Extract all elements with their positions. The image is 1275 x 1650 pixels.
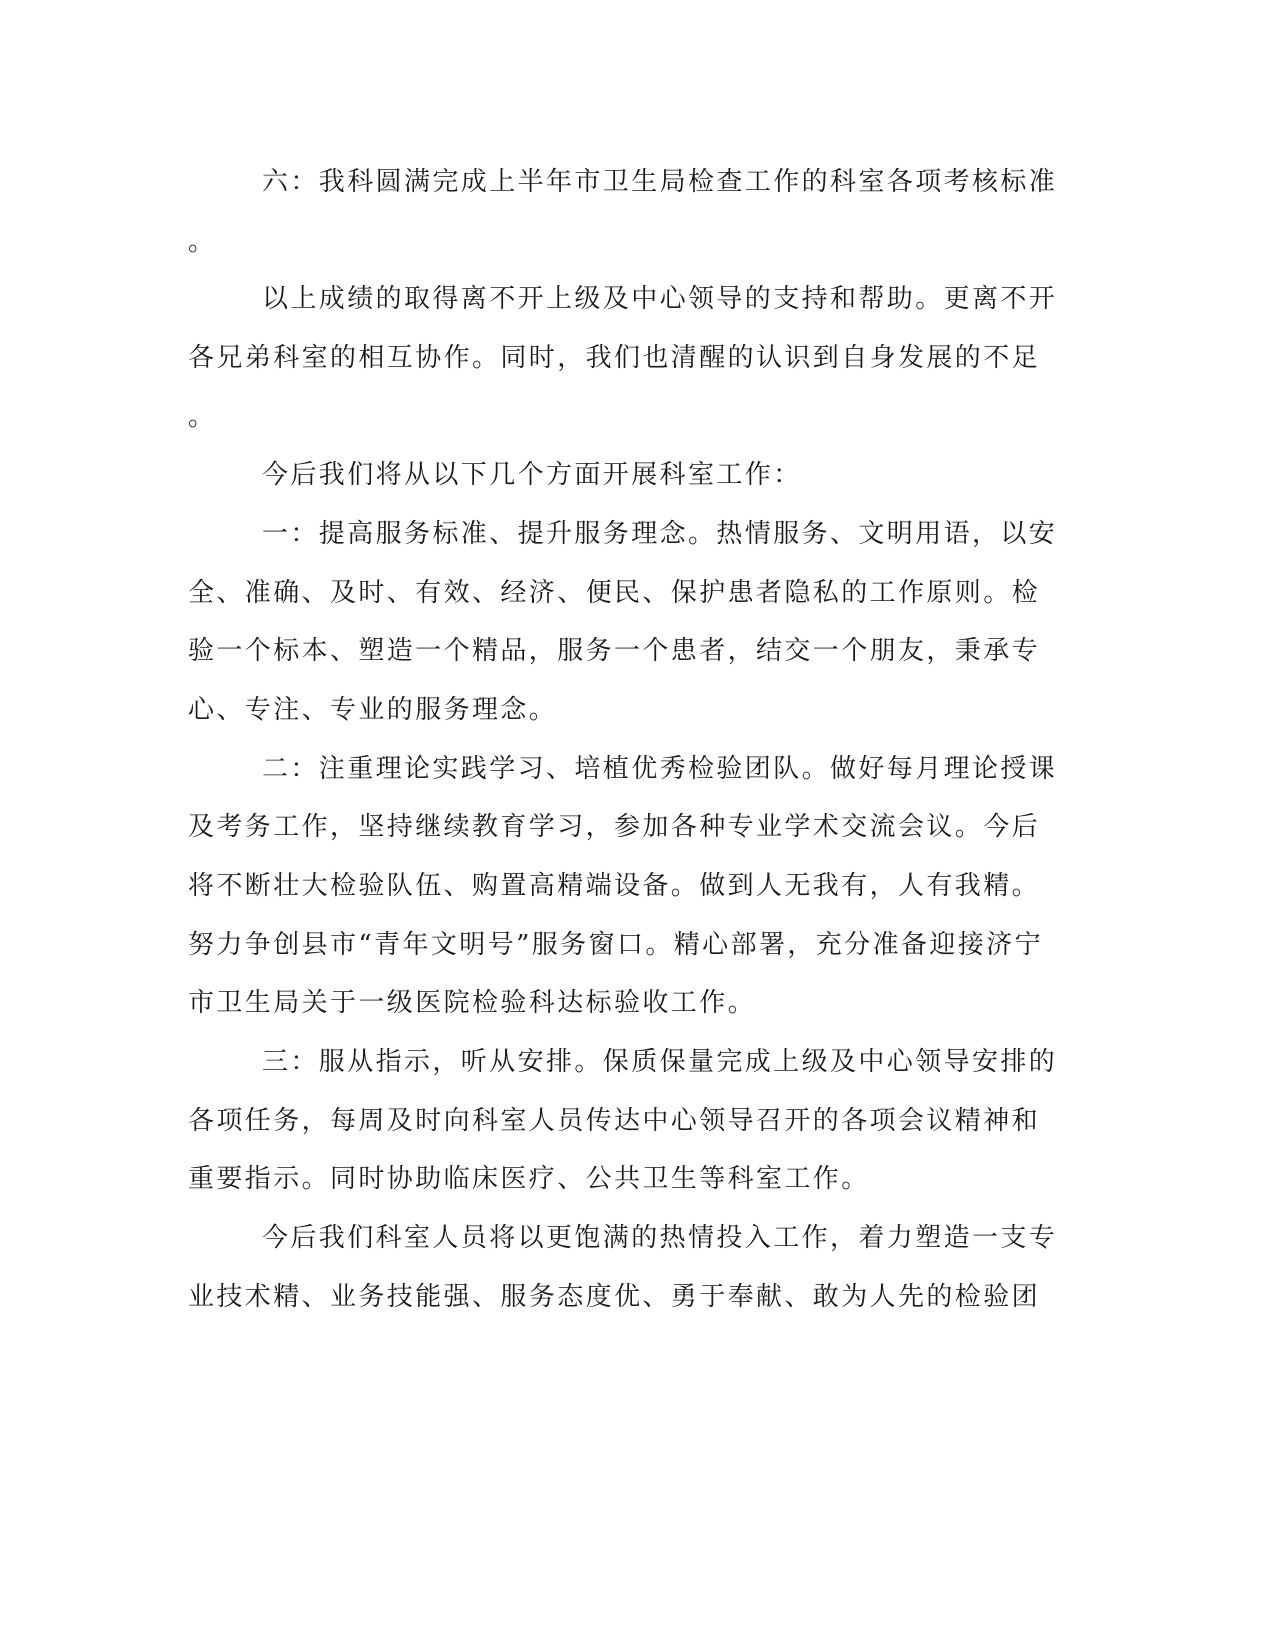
plan-3-line-2: 各项任务，每周及时向科室人员传达中心领导召开的各项会议精神和 [188, 1106, 1041, 1136]
plan-1-line-3: 验一个标本、塑造一个精品，服务一个患者，结交一个朋友，秉承专 [188, 636, 1041, 666]
plan-3-line-3: 重要指示。同时协助临床医疗、公共卫生等科室工作。 [188, 1164, 870, 1194]
paragraph-thanks-line-3: 。 [188, 402, 215, 432]
plan-2-line-4: 努力争创县市“青年文明号”服务窗口。精心部署，充分准备迎接济宁 [188, 930, 1043, 960]
paragraph-thanks-line-2: 各兄弟科室的相互协作。同时，我们也清醒的认识到自身发展的不足 [188, 343, 1041, 373]
paragraph-6-line-1: 六：我科圆满完成上半年市卫生局检查工作的科室各项考核标准 [262, 167, 1058, 197]
plan-1-line-2: 全、准确、及时、有效、经济、便民、保护患者隐私的工作原则。检 [188, 578, 1041, 608]
closing-line-2: 业技术精、业务技能强、服务态度优、勇于奉献、敢为人先的检验团 [188, 1282, 1041, 1312]
plan-2-line-5: 市卫生局关于一级医院检验科达标验收工作。 [188, 988, 757, 1018]
plan-1-line-1: 一：提高服务标准、提升服务理念。热情服务、文明用语，以安 [262, 519, 1058, 549]
paragraph-6-line-2: 。 [188, 227, 215, 257]
plan-2-line-3: 将不断壮大检验队伍、购置高精端设备。做到人无我有，人有我精。 [188, 871, 1041, 901]
plan-2-line-1: 二：注重理论实践学习、培植优秀检验团队。做好每月理论授课 [262, 754, 1058, 784]
plan-3-line-1: 三：服从指示，听从安排。保质保量完成上级及中心领导安排的 [262, 1047, 1058, 1077]
plan-intro-line: 今后我们将从以下几个方面开展科室工作： [262, 460, 802, 490]
plan-1-line-4: 心、专注、专业的服务理念。 [188, 695, 558, 725]
plan-2-line-2: 及考务工作，坚持继续教育学习，参加各种专业学术交流会议。今后 [188, 812, 1041, 842]
paragraph-thanks-line-1: 以上成绩的取得离不开上级及中心领导的支持和帮助。更离不开 [262, 284, 1058, 314]
closing-line-1: 今后我们科室人员将以更饱满的热情投入工作，着力塑造一支专 [262, 1223, 1058, 1253]
